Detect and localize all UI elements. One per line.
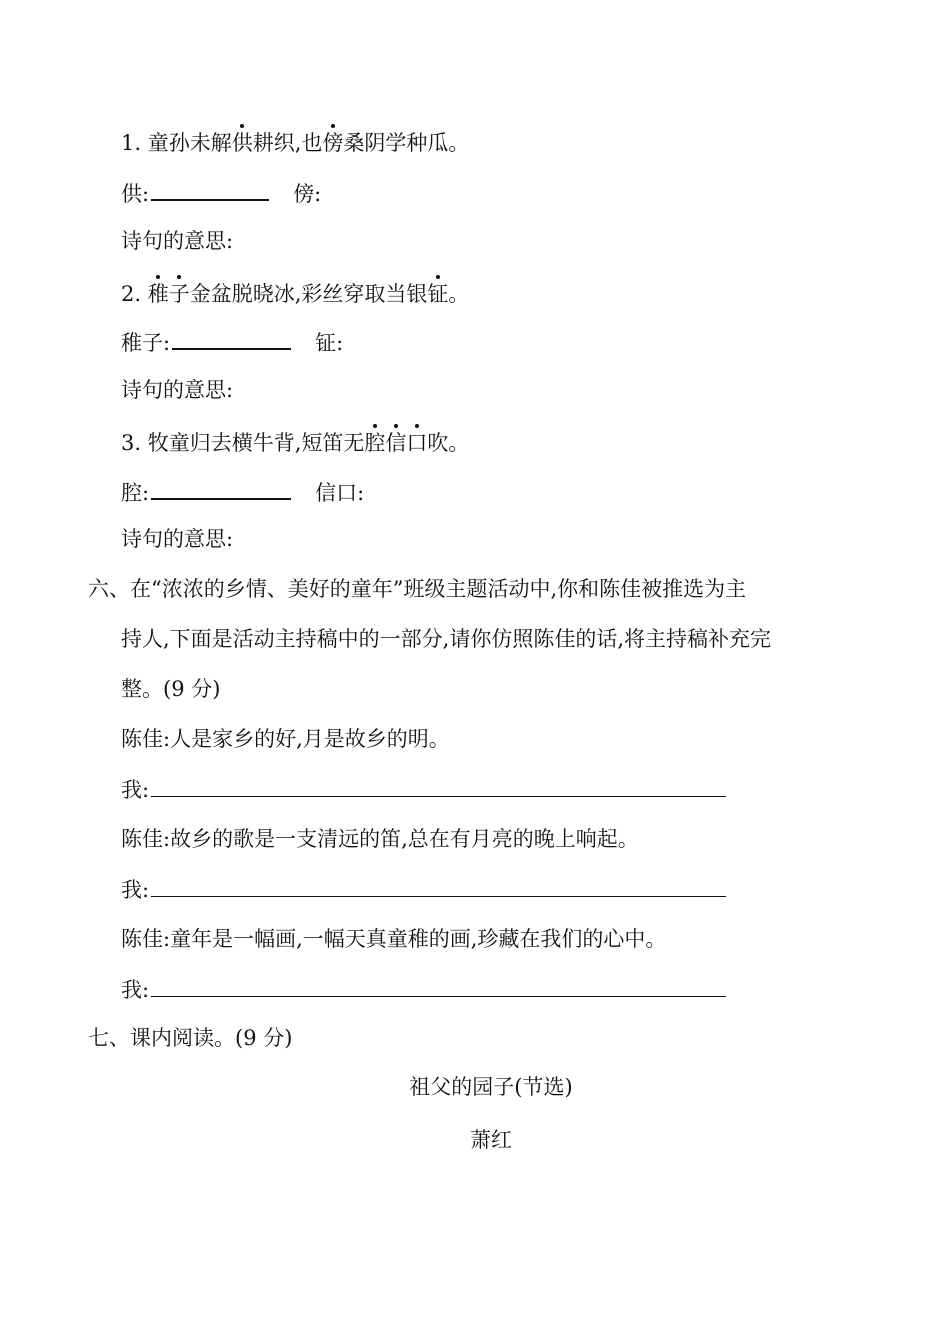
item-number: 2. [121, 282, 142, 306]
emphasis-char: 供 [232, 128, 253, 158]
dialog-me-2 [121, 874, 726, 904]
emphasis-char: 腔 [364, 428, 385, 458]
answer-blank[interactable] [151, 974, 726, 997]
dialog-me-1 [121, 774, 726, 804]
meaning-label-1: 诗句的意思: [121, 229, 234, 253]
word-label: 信口: [315, 481, 365, 505]
passage-author: 萧红 [470, 1128, 512, 1152]
word-explain-row-3 [121, 476, 364, 506]
passage-title: 祖父的园子(节选) [409, 1075, 573, 1099]
answer-blank[interactable] [172, 326, 291, 350]
word-explain-row-1 [121, 177, 321, 207]
poem-text: 金盆脱晓冰,彩丝穿取当银 [189, 282, 428, 306]
question-6-heading: 六、在“浓浓的乡情、美好的童年”班级主题活动中,你和陈佳被推选为主 [88, 577, 747, 601]
meaning-label-2: 诗句的意思: [121, 378, 234, 402]
emphasis-char: 傍 [322, 128, 343, 158]
word-label: 稚子: [121, 331, 171, 355]
poem-line-2 [121, 279, 469, 309]
poem-text: 桑阴学种瓜。 [343, 131, 470, 155]
emphasis-char: 钲 [427, 279, 448, 309]
me-label: 我: [121, 978, 150, 1002]
dialog-chenjia-3: 陈佳:童年是一幅画,一幅天真童稚的画,珍藏在我们的心中。 [121, 927, 667, 951]
question-6-heading-cont: 持人,下面是活动主持稿中的一部分,请你仿照陈佳的话,将主持稿补充完 [121, 627, 772, 651]
emphasis-char: 稚 [148, 279, 169, 309]
poem-line-3 [121, 428, 469, 458]
meaning-label-3: 诗句的意思: [121, 527, 234, 551]
dialog-me-3 [121, 974, 726, 1004]
word-label: 傍: [293, 182, 322, 206]
me-label: 我: [121, 778, 150, 802]
word-explain-row-2 [121, 326, 343, 356]
word-label: 钲: [315, 331, 344, 355]
poem-text: 吹。 [427, 431, 470, 455]
word-label: 供: [121, 182, 150, 206]
poem-text: 。 [448, 282, 470, 306]
item-number: 3. [121, 431, 142, 455]
dialog-chenjia-1: 陈佳:人是家乡的好,月是故乡的明。 [121, 727, 450, 751]
poem-text: 童孙未解 [147, 131, 232, 155]
answer-blank[interactable] [151, 874, 726, 897]
question-7-heading: 七、课内阅读。(9 分) [88, 1026, 293, 1050]
me-label: 我: [121, 878, 150, 902]
item-number: 1. [121, 131, 142, 155]
poem-text: 耕织,也 [252, 131, 323, 155]
answer-blank[interactable] [151, 177, 269, 201]
word-label: 腔: [121, 481, 150, 505]
answer-blank[interactable] [151, 476, 291, 500]
poem-line-1 [121, 128, 469, 158]
emphasis-char: 信 [385, 428, 406, 458]
emphasis-char: 子 [169, 279, 190, 309]
dialog-chenjia-2: 陈佳:故乡的歌是一支清远的笛,总在有月亮的晚上响起。 [121, 827, 639, 851]
answer-blank[interactable] [151, 774, 726, 797]
poem-text: 牧童归去横牛背,短笛无 [147, 431, 365, 455]
emphasis-char: 口 [406, 428, 427, 458]
question-6-heading-cont: 整。(9 分) [121, 677, 221, 701]
